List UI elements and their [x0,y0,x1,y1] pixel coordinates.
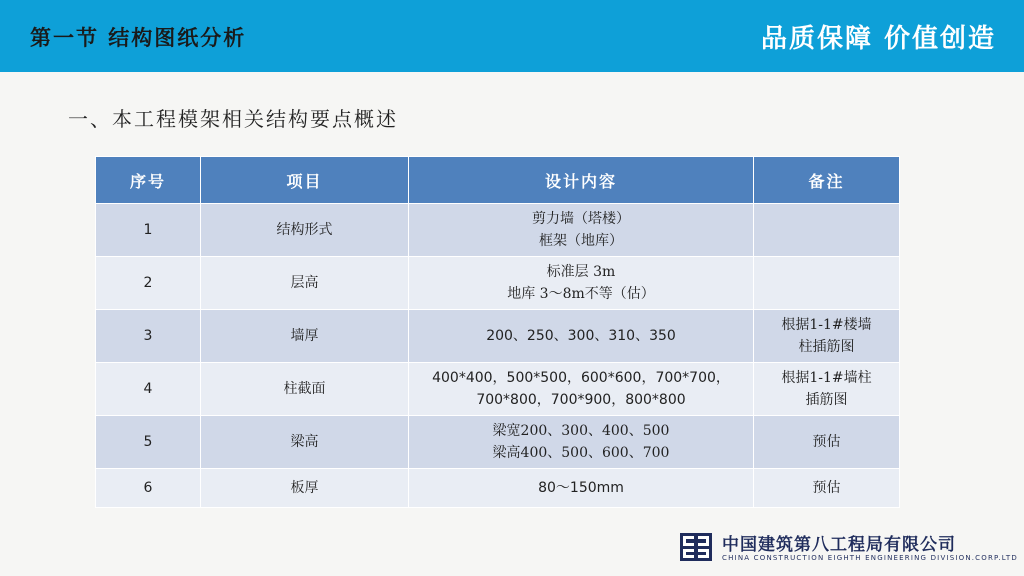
cell-content [409,257,754,310]
cell-item: 墙厚 [201,310,409,363]
table-row [96,469,900,508]
content-line: 梁宽200、300、400、500 [492,423,670,439]
content-line: 标准层 3m [546,264,616,280]
page-subtitle: 一、本工程模架相关结构要点概述 [68,107,398,131]
cell-no: 1 [96,204,201,257]
header-item: 项目 [201,157,409,204]
cell-remark [754,204,900,257]
cell-remark [754,363,900,416]
cell-item: 板厚 [201,469,409,508]
cell-remark [754,310,900,363]
cell-remark [754,469,900,508]
company-english-name: CHINA CONSTRUCTION EIGHTH ENGINEERING DIVISION.CORP.LTD [722,554,1018,562]
header-bar [0,0,1024,72]
remark-line: 插筋图 [805,392,848,408]
cell-remark [754,416,900,469]
table-row [96,310,900,363]
header-content: 设计内容 [409,157,754,204]
cell-no: 5 [96,416,201,469]
structure-table [95,156,900,508]
content-line: 框架（地库） [539,233,623,249]
cell-content [409,469,754,508]
remark-line: 根据1-1#楼墙 [781,317,872,333]
section-title: 第一节 结构图纸分析 [30,25,247,50]
remark-line: 预估 [812,434,841,450]
header-remark: 备注 [754,157,900,204]
remark-line: 柱插筋图 [798,339,855,355]
cscec-logo-icon [680,533,712,561]
header-no: 序号 [96,157,201,204]
content-line: 地库 3～8m不等（估） [507,286,655,302]
content-line: 200、250、300、310、350 [486,328,676,344]
cell-no: 2 [96,257,201,310]
cell-content [409,363,754,416]
company-name: 中国建筑第八工程局有限公司 [722,535,956,555]
cell-item: 柱截面 [201,363,409,416]
content-line: 剪力墙（塔楼） [532,211,630,227]
table-row [96,257,900,310]
table-row [96,363,900,416]
remark-line: 预估 [812,480,841,496]
table-row [96,416,900,469]
content-line: 400*400，500*500，600*600，700*700， [432,370,730,386]
cell-item: 结构形式 [201,204,409,257]
content-line: 梁高400、500、600、700 [492,445,670,461]
table-row [96,204,900,257]
cell-item: 梁高 [201,416,409,469]
content-line: 80～150mm [538,480,624,496]
remark-line: 根据1-1#墙柱 [781,370,872,386]
cell-no: 4 [96,363,201,416]
table-header-row [96,157,900,204]
slogan: 品质保障 价值创造 [760,24,996,54]
cell-content [409,416,754,469]
cell-item: 层高 [201,257,409,310]
cell-remark [754,257,900,310]
content-line: 700*800，700*900，800*800 [476,392,686,408]
cell-no: 6 [96,469,201,508]
cell-no: 3 [96,310,201,363]
cell-content [409,204,754,257]
cell-content [409,310,754,363]
